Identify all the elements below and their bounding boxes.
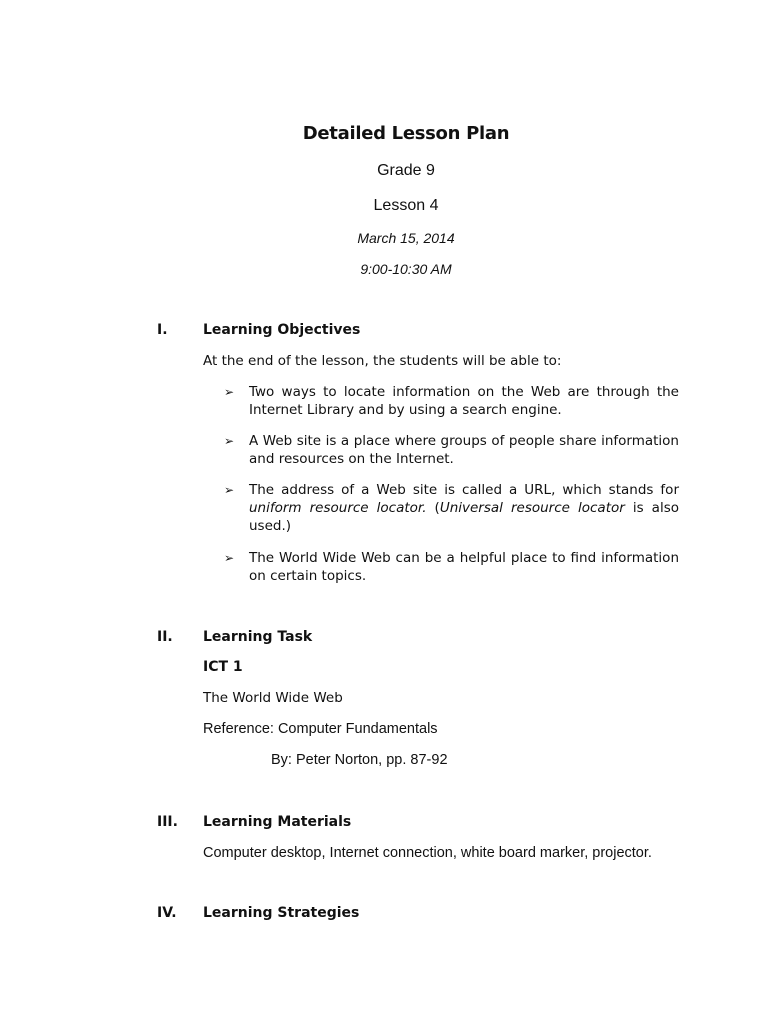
- objective-text-part: (: [426, 500, 440, 516]
- section-1-numeral: I.: [157, 322, 168, 338]
- section-4-heading: Learning Strategies: [203, 905, 360, 921]
- arrow-bullet-icon: ➢: [224, 551, 235, 565]
- objective-item-4: [224, 549, 679, 585]
- objective-item-2: [224, 432, 679, 468]
- objective-text: [249, 481, 679, 535]
- objective-item-3: [224, 481, 679, 535]
- task-author: By: Peter Norton, pp. 87-92: [271, 752, 448, 768]
- section-4-numeral: IV.: [157, 905, 177, 921]
- arrow-bullet-icon: ➢: [224, 434, 235, 448]
- materials-text: Computer desktop, Internet connection, white board marker, projector.: [203, 845, 652, 861]
- objective-text-part: is also used.): [249, 500, 680, 534]
- task-subheading: ICT 1: [203, 659, 243, 675]
- section-2-numeral: II.: [157, 629, 173, 645]
- grade-label: Grade 9: [377, 162, 435, 179]
- section-3-heading: Learning Materials: [203, 814, 352, 830]
- objective-text-italic: Universal resource locator: [439, 500, 625, 516]
- document-title: Detailed Lesson Plan: [302, 123, 510, 144]
- objective-text-italic: uniform resource locator.: [249, 500, 427, 516]
- task-reference: Reference: Computer Fundamentals: [203, 721, 438, 737]
- section-1-heading: Learning Objectives: [203, 322, 361, 338]
- lesson-date: March 15, 2014: [357, 230, 455, 246]
- objectives-intro: At the end of the lesson, the students will be able to:: [203, 353, 562, 369]
- objective-text: Two ways to locate information on the Web are through the Internet Library and by using a search engine.: [249, 384, 679, 418]
- lesson-label: Lesson 4: [373, 197, 439, 214]
- objective-text: The World Wide Web can be a helpful place to find information on certain topics.: [249, 550, 679, 584]
- section-2-heading: Learning Task: [203, 629, 313, 645]
- objective-text: A Web site is a place where groups of people share information and resources on the Internet.: [249, 433, 679, 467]
- arrow-bullet-icon: ➢: [224, 483, 235, 497]
- arrow-bullet-icon: ➢: [224, 385, 235, 399]
- task-topic: The World Wide Web: [203, 690, 343, 706]
- objective-text-part: The address of a Web site is called a URL, which stands for: [249, 482, 679, 498]
- section-3-numeral: III.: [157, 814, 178, 830]
- lesson-time: 9:00-10:30 AM: [360, 261, 452, 277]
- objective-item-1: [224, 383, 679, 419]
